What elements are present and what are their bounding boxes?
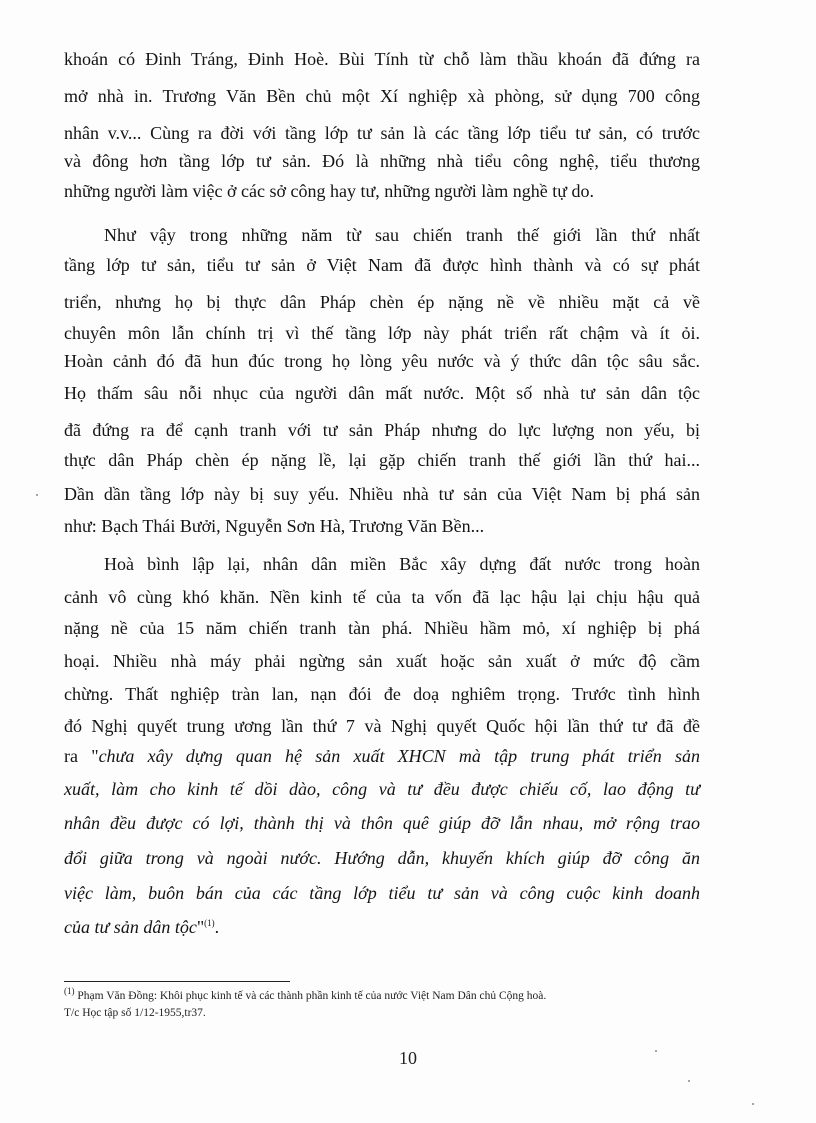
- quote-line-last: [64, 914, 700, 940]
- scan-speck: [36, 494, 38, 496]
- footnote-ref: (1): [204, 918, 215, 928]
- body-line: triển, nhưng họ bị thực dân Pháp chèn ép nặng nề về nhiều mặt cả về: [64, 292, 700, 312]
- body-line: nặng nề của 15 năm chiến tranh tàn phá. Nhiều hầm mỏ, xí nghiệp bị phá: [64, 618, 700, 638]
- quote-lead: ra ": [64, 746, 99, 766]
- footnote-marker: (1): [64, 986, 75, 997]
- body-line: tầng lớp tư sản, tiểu tư sản ở Việt Nam đã được hình thành và có sự phát: [64, 255, 700, 275]
- scan-speck: [752, 1103, 754, 1105]
- scan-speck: [655, 1050, 657, 1052]
- quote-line: đổi giữa trong và ngoài nước. Hướng dẫn, khuyến khích giúp đỡ công ăn: [64, 848, 700, 868]
- body-line: thực dân Pháp chèn ép nặng lề, lại gặp chiến tranh thế giới lần thứ hai...: [64, 450, 700, 470]
- quote-line: nhân đều được có lợi, thành thị và thôn quê giúp đỡ lẫn nhau, mở rộng trao: [64, 813, 700, 833]
- body-line: và đông hơn tầng lớp tư sản. Đó là những nhà tiểu công nghệ, tiểu thương: [64, 151, 700, 171]
- body-line: Họ thấm sâu nỗi nhục của người dân mất nước. Một số nhà tư sản dân tộc: [64, 383, 700, 403]
- footnote-divider: [64, 981, 290, 982]
- body-line: như: Bạch Thái Bưởi, Nguyễn Sơn Hà, Trương Văn Bền...: [64, 516, 485, 536]
- body-line: Dần dần tầng lớp này bị suy yếu. Nhiều nhà tư sản của Việt Nam bị phá sản: [64, 484, 700, 504]
- body-line: chừng. Thất nghiệp tràn lan, nạn đói đe doạ nghiêm trọng. Trước tình hình: [64, 684, 700, 704]
- page-number: 10: [399, 1048, 417, 1068]
- body-line: mở nhà in. Trương Văn Bền chủ một Xí nghiệp xà phòng, sử dụng 700 công: [64, 86, 700, 106]
- quote-close: ": [196, 917, 205, 937]
- body-line-indented: Như vậy trong những năm từ sau chiến tranh thế giới lần thứ nhất: [104, 225, 700, 245]
- body-line: nhân v.v... Cùng ra đời với tầng lớp tư sản là các tầng lớp tiểu tư sản, có trước: [64, 123, 700, 143]
- body-line: những người làm việc ở các sở công hay tư, những người làm nghề tự do.: [64, 181, 595, 201]
- quote-text: chưa xây dựng quan hệ sản xuất XHCN mà tập trung phát triển sản: [98, 746, 700, 766]
- body-line-indented: Hoà bình lập lại, nhân dân miền Bắc xây dựng đất nước trong hoàn: [104, 554, 700, 574]
- body-line: Hoàn cảnh đó đã hun đúc trong họ lòng yêu nước và ý thức dân tộc sâu sắc.: [64, 351, 700, 371]
- body-line: chuyên môn lẫn chính trị vì thế tầng lớp này phát triển rất chậm và ít ỏi.: [64, 323, 700, 343]
- quote-line-first: [64, 743, 700, 769]
- body-line: khoán có Đinh Tráng, Đinh Hoè. Bùi Tính từ chỗ làm thầu khoán đã đứng ra: [64, 49, 700, 69]
- quote-line: xuất, làm cho kinh tế dồi dào, công và tư đều được chiếu cố, lao động tư: [64, 779, 700, 799]
- body-line: hoại. Nhiều nhà máy phải ngừng sản xuất hoặc sản xuất ở mức độ cầm: [64, 651, 700, 671]
- body-line: đó Nghị quyết trung ương lần thứ 7 và Nghị quyết Quốc hội lần thứ tư đã đề: [64, 716, 700, 736]
- footnote-line: T/c Học tập số 1/12-1955,tr37.: [64, 1007, 206, 1019]
- quote-text: của tư sản dân tộc: [64, 917, 197, 937]
- body-line: đã đứng ra để cạnh tranh với tư sản Pháp nhưng do lực lượng non yếu, bị: [64, 420, 700, 440]
- end-punct: .: [214, 917, 220, 937]
- scan-speck: [688, 1080, 690, 1082]
- footnote-text: Phạm Văn Đồng: Khôi phục kinh tế và các thành phần kinh tế của nước Việt Nam Dân chủ Cộng hoà.: [74, 990, 547, 1002]
- footnote-line: [64, 988, 714, 1004]
- body-line: cảnh vô cùng khó khăn. Nền kinh tế của ta vốn đã lạc hậu lại chịu hậu quả: [64, 587, 700, 607]
- quote-line: việc làm, buôn bán của các tầng lớp tiểu tư sản và công cuộc kinh doanh: [64, 883, 700, 903]
